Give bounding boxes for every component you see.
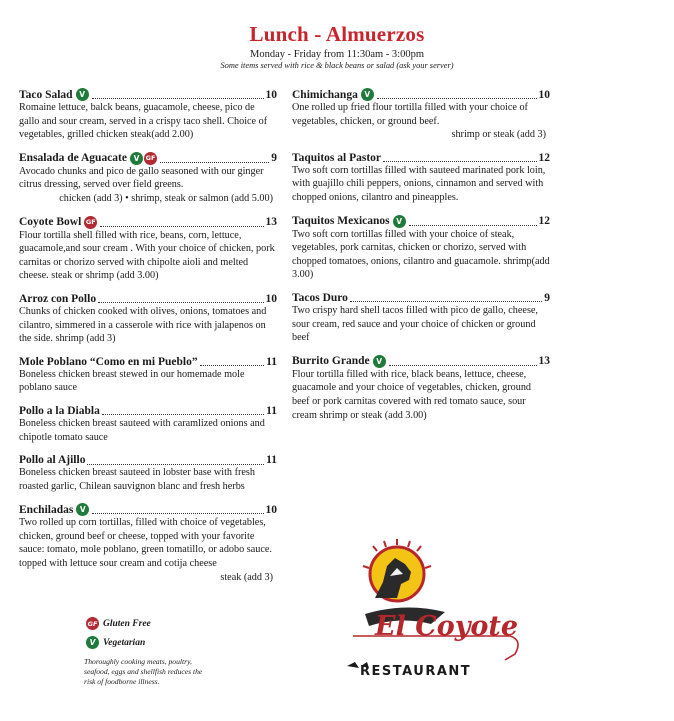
menu-item-description: Boneless chicken breast sauteed in lobster base with fresh roasted garlic, Chilean sauvignon blanc and fresh herbs: [19, 467, 255, 492]
menu-item-badges: [361, 88, 375, 101]
dot-leader: [92, 90, 264, 99]
gluten-free-icon: GF: [84, 216, 97, 229]
menu-item-name: Pollo a la Diabla: [19, 404, 100, 417]
menu-item: [292, 152, 550, 205]
menu-item-price: 10: [265, 503, 277, 516]
menu-item: [19, 152, 277, 206]
menu-item-addon: chicken (add 3) • shrimp, steak or salmon (add 5.00): [59, 192, 273, 204]
menu-item-price: 11: [266, 355, 277, 368]
menu-item-description: One rolled up fried flour tortilla filled with your choice of vegetables, chicken, or ground beef.: [292, 102, 528, 127]
left-menu-column: [19, 88, 277, 594]
menu-item-price: 10: [265, 88, 277, 101]
menu-item-description: Avocado chunks and pico de gallo seasoned with our ginger citrus dressing, served over field greens.: [19, 165, 264, 191]
legend-gluten-free: [86, 617, 151, 630]
menu-item-description: Romaine lettuce, balck beans, guacamole, cheese, pico de gallo and sour cream, served in a crispy taco shell. Choice of vegetables, grilled chicken steak(add 2.00): [19, 102, 268, 141]
menu-item: [19, 216, 277, 283]
menu-item-header: [19, 88, 277, 101]
menu-item-name: Pollo al Ajillo: [19, 454, 86, 467]
dot-leader: [102, 406, 264, 415]
gluten-free-icon: GF: [144, 152, 157, 165]
menu-item: [19, 293, 277, 346]
legend-vegetarian-label: Vegetarian: [103, 637, 146, 648]
vegetarian-icon: V: [373, 355, 386, 368]
logo-name: El Coyote: [375, 611, 519, 642]
menu-item-price: 10: [538, 88, 550, 101]
menu-item-badges: [76, 88, 90, 101]
vegetarian-icon: V: [393, 215, 406, 228]
menu-item-description: Boneless chicken breast stewed in our homemade mole poblano sauce: [19, 368, 245, 394]
menu-hours: Monday - Friday from 11:30am - 3:00pm: [249, 49, 424, 60]
vegetarian-icon: V: [76, 503, 89, 516]
menu-item-header: [292, 152, 550, 164]
menu-item-price: 12: [538, 151, 550, 164]
menu-item-header: [19, 405, 277, 417]
menu-item-badges: [84, 216, 98, 229]
food-safety-disclaimer: Thoroughly cooking meats, poultry, seafood, eggs and shellfish reduces the risk of foodborne illness.: [84, 657, 203, 686]
menu-item-price: 11: [266, 404, 277, 417]
menu-item-header: [19, 152, 277, 165]
menu-title: Lunch - Almuerzos: [249, 22, 425, 46]
menu-item-header: [292, 355, 550, 368]
menu-item-header: [292, 292, 550, 304]
menu-item-price: 10: [265, 292, 277, 305]
menu-item-badges: [76, 503, 90, 516]
menu-item: [292, 292, 550, 345]
menu-item-description: Two soft corn tortillas filled with sauteed marinated pork loin, with guajillo chili peppers, onions, cinnamon and served with chopped onions, cilantro and pineapples.: [292, 164, 546, 203]
dot-leader: [350, 293, 542, 302]
menu-item-header: [19, 503, 277, 516]
menu-item-description: Boneless chicken breast sauteed with caramlized onions and chipotle tomato sauce: [19, 417, 265, 443]
menu-item-price: 9: [544, 291, 550, 304]
menu-item: [19, 454, 277, 493]
dot-leader: [160, 154, 269, 163]
menu-item: [292, 355, 550, 422]
legend-gluten-free-label: Gluten Free: [103, 618, 151, 629]
dot-leader: [92, 505, 263, 514]
menu-item: [19, 88, 277, 142]
menu-item: [292, 215, 550, 282]
menu-item: [19, 356, 277, 395]
menu-item-header: [19, 216, 277, 229]
menu-item-price: 13: [538, 355, 550, 368]
dot-leader: [389, 357, 537, 366]
menu-item-header: [292, 215, 550, 228]
menu-item-badges: [393, 215, 407, 228]
menu-item-name: Tacos Duro: [292, 291, 348, 304]
menu-item-price: 11: [266, 454, 277, 467]
menu-item-addon: steak (add 3): [220, 571, 273, 583]
legend: [86, 617, 151, 655]
dot-leader: [98, 294, 263, 303]
menu-item-description: Chunks of chicken cooked with olives, onions, tomatoes and cilantro, simmered in a casserole with rice with jalapenos on the side. shrimp (add 3): [19, 305, 267, 345]
vegetarian-icon: V: [361, 88, 374, 101]
dot-leader: [409, 217, 537, 226]
menu-item-header: [19, 293, 277, 305]
menu-note: Some items served with rice & black beans or salad (ask your server): [220, 61, 454, 70]
vegetarian-icon: V: [76, 88, 89, 101]
menu-item-price: 9: [271, 152, 277, 165]
menu-item-description: Two rolled up corn tortillas, filled with choice of vegetables, chicken, ground beef or cheese, topped with your favorite sauce: tomato, mole poblano, green tomatillo, or adobo sauce. topped with lettuce sour cream and cotija cheese: [19, 517, 272, 570]
menu-item-name: Ensalada de Aguacate: [19, 152, 127, 165]
vegetarian-icon: V: [130, 152, 143, 165]
menu-item-name: Enchiladas: [19, 503, 74, 516]
menu-item: [292, 88, 550, 142]
menu-item-header: [19, 454, 277, 466]
menu-item-description: Flour tortilla shell filled with rice, beans, corn, lettuce, guacamole,and sour cream . With your choice of chicken, pork carnitas or chorizo served with chipolte aioli and melted cheese. steak or shrimp (add 3.00): [19, 229, 275, 282]
menu-item-name: Burrito Grande: [292, 355, 370, 368]
menu-item-name: Chimichanga: [292, 88, 358, 101]
dot-leader: [383, 153, 536, 162]
logo-subtitle: RESTAURANT: [360, 664, 472, 679]
dot-leader: [377, 90, 537, 99]
menu-item-description: Flour tortilla filled with rice, black beans, lettuce, cheese, guacamole and your choice of vegetables, chicken, ground beef or pork carnitas covered with red tomato sauce, sour cream shrimp or steak (add 3.00): [292, 368, 532, 421]
menu-item-name: Taquitos al Pastor: [292, 151, 382, 164]
menu-item-badges: [130, 152, 158, 165]
menu-item-addon: shrimp or steak (add 3): [451, 129, 546, 141]
dot-leader: [87, 456, 264, 465]
menu-item-price: 12: [538, 215, 550, 228]
right-menu-column: [292, 88, 550, 432]
menu-item-description: Two crispy hard shell tacos filled with pico de gallo, cheese, sour cream, red sauce and your choice of chicken or ground beef: [292, 304, 538, 344]
menu-item-price: 13: [265, 216, 277, 229]
menu-item: [19, 405, 277, 444]
menu-item: [19, 503, 277, 584]
menu-item-name: Mole Poblano “Como en mi Pueblo”: [19, 355, 198, 368]
gluten-free-icon: GF: [86, 617, 99, 630]
vegetarian-icon: V: [86, 636, 99, 649]
menu-item-badges: [373, 355, 387, 368]
menu-item-name: Taquitos Mexicanos: [292, 215, 390, 228]
menu-header: [0, 22, 674, 70]
dot-leader: [100, 218, 263, 227]
legend-vegetarian: [86, 636, 151, 649]
menu-item-name: Taco Salad: [19, 88, 73, 101]
menu-item-description: Two soft corn tortillas filled with your choice of steak, vegetables, pork carnitas, chicken or chorizo, served with chopped tomatoes, onions, cilantro and guacamole. shrimp(add 3.00): [292, 228, 550, 281]
menu-item-header: [19, 356, 277, 368]
menu-item-header: [292, 88, 550, 101]
menu-item-name: Arroz con Pollo: [19, 292, 97, 305]
dot-leader: [200, 357, 265, 366]
menu-item-name: Coyote Bowl: [19, 216, 82, 229]
